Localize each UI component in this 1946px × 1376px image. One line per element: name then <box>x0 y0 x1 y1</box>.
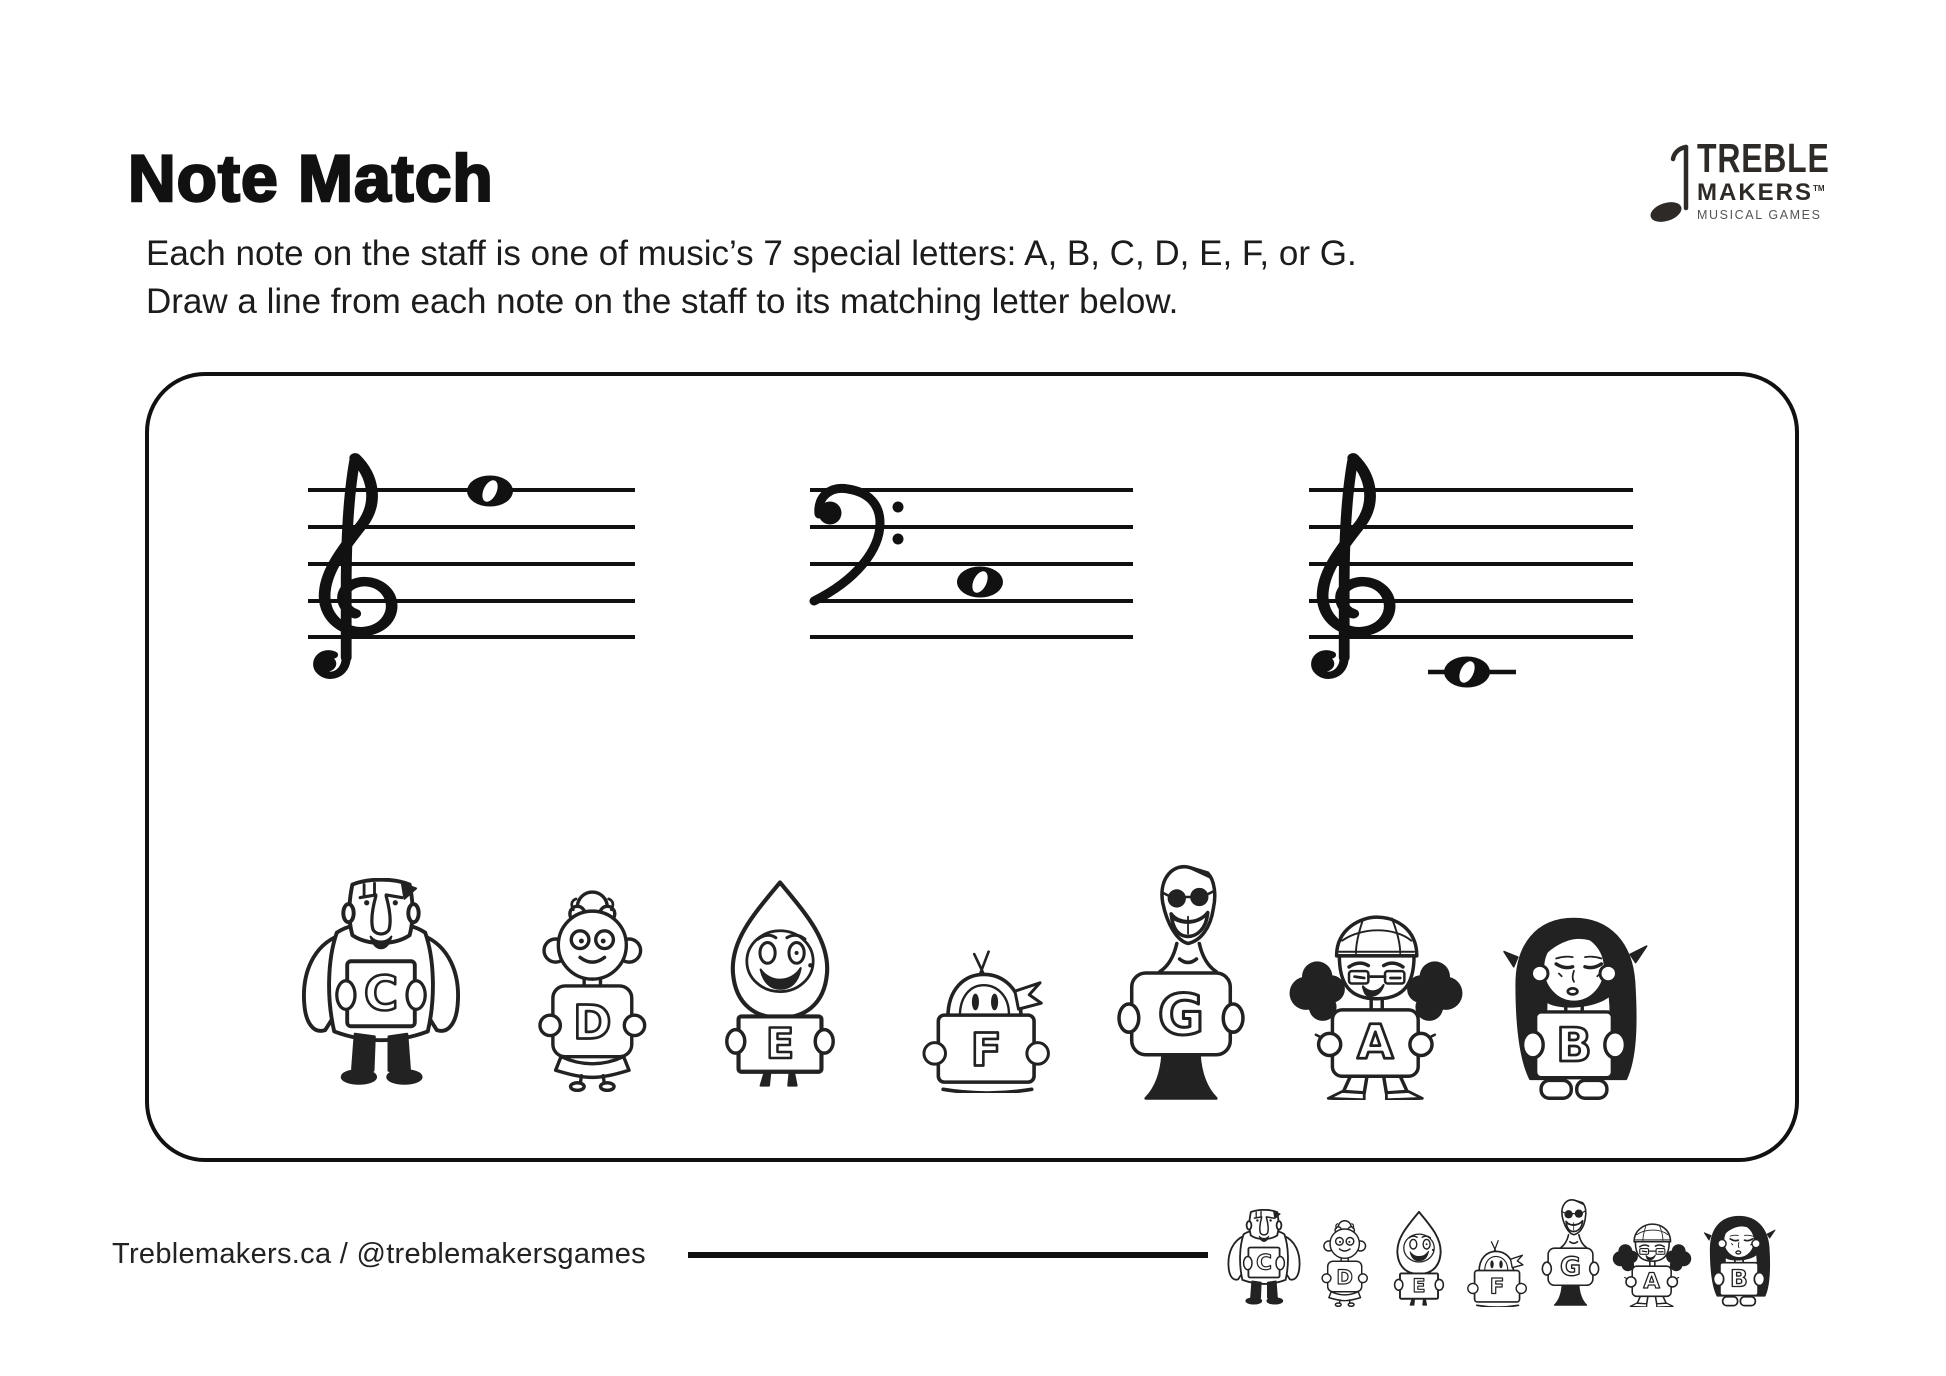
mini-character-d <box>1314 1219 1376 1307</box>
footer-credit: Treblemakers.ca / @treblemakersgames <box>112 1238 646 1270</box>
logo-word-makers: MAKERS™ <box>1697 179 1825 206</box>
logo-word-treble: TREBLE <box>1697 135 1830 181</box>
instructions-line-2: Draw a line from each note on the staff to its matching letter below. <box>146 282 1179 321</box>
mini-character-b <box>1702 1215 1776 1307</box>
mini-character-row <box>1222 1203 1802 1307</box>
character-b <box>1500 916 1648 1101</box>
eighth-note-icon <box>1644 142 1696 222</box>
mini-character-e <box>1384 1210 1454 1307</box>
staff-1-treble <box>300 440 645 730</box>
instructions <box>146 230 1357 326</box>
whole-note <box>467 476 513 507</box>
bass-clef-icon <box>814 488 904 601</box>
logo-tagline: MUSICAL GAMES <box>1697 208 1822 222</box>
mini-character-a <box>1610 1221 1694 1307</box>
mini-character-f <box>1462 1239 1531 1307</box>
treblemakers-logo <box>1640 135 1870 230</box>
page-title: Note Match <box>128 141 494 215</box>
mini-character-g <box>1539 1197 1602 1307</box>
mini-character-c <box>1222 1209 1306 1307</box>
whole-note <box>1444 657 1490 688</box>
staff-3-treble <box>1300 440 1645 730</box>
character-e <box>704 878 856 1090</box>
character-c <box>290 878 472 1090</box>
whole-note <box>957 567 1003 598</box>
trademark-symbol: TM <box>1813 184 1825 193</box>
character-a <box>1284 910 1468 1100</box>
character-f <box>912 948 1058 1093</box>
staff-2-bass <box>800 440 1145 730</box>
character-g <box>1112 860 1250 1103</box>
instructions-line-1: Each note on the staff is one of music’s 7 special letters: A, B, C, D, E, F, or G. <box>146 234 1357 273</box>
character-d <box>520 888 666 1092</box>
footer-divider <box>688 1252 1208 1258</box>
